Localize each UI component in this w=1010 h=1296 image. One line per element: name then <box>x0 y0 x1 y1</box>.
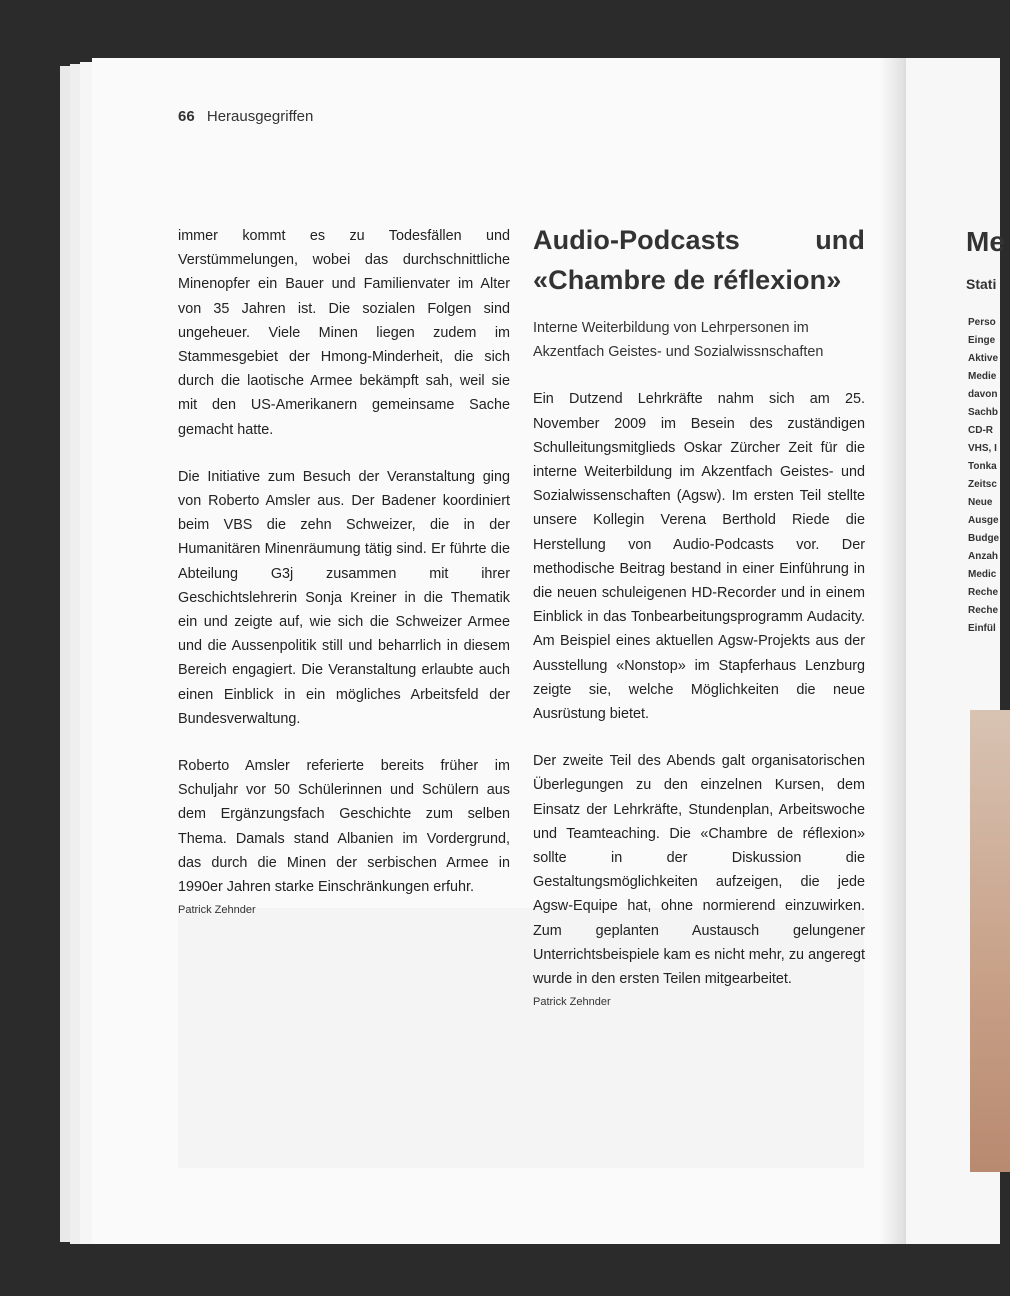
next-page-subtitle: Stati <box>966 276 997 292</box>
next-page-list-item: Ausge <box>968 515 999 526</box>
next-page-list-item: Einfül <box>968 623 996 634</box>
next-page-list-item: CD-R <box>968 425 993 436</box>
next-page-list-item: Aktive <box>968 353 999 364</box>
next-page-list-item: Perso <box>968 317 996 328</box>
next-page-photo <box>970 710 1010 1172</box>
section-title: Herausgegriffen <box>206 108 314 125</box>
running-header <box>178 108 313 125</box>
next-page-list-item: Sachb <box>968 407 999 418</box>
paragraph: immer kommt es zu Todesfällen und Verstümmelungen, wobei das durchschnittliche Minenopfer ein Bauer und Familienvater im Alter von 35 Jahren ist. Die sozialen Folgen sind ungeheuer. Viele Minen liegen zudem im Stammesgebiet der Hmong-Minderheit, die sich durch die laotische Armee bekämpft sah, weil sie mit den US-Amerikanern gemeinsame Sache gemacht hatte. <box>178 228 510 438</box>
next-page-list-item: Einge <box>968 335 996 346</box>
paragraph: Der zweite Teil des Abends galt organisatorischen Überlegungen zu den einzelnen Kursen, dem Einsatz der Lehrkräfte, Stundenplan, Arbeitswoche und Teamteaching. Die «Chambre de réflexion» sollte in der Diskussion die Gestaltungsmöglichkeiten aufzeigen, die jede Agsw-Equipe hat, ohne normierend einzuwirken. Zum geplanten Austausch gelungener Unterrichtsbeispiele kam es nicht mehr, zu angeregt wurde in den ersten Teilen mitgearbeitet. <box>533 753 865 988</box>
paragraph: Ein Dutzend Lehrkräfte nahm sich am 25. November 2009 im Besein des zuständigen Schulleitungsmitglieds Oskar Zürcher Zeit für die interne Weiterbildung im Akzentfach Geistes- und Sozialwissenschaften (Agsw). Im ersten Teil stellte unsere Kollegin Verena Berthold Riede die Herstellung von Audio-Podcasts vor. Der methodische Beitrag bestand in einer Einführung in die neuen schuleigenen HD-Recorder und in einem Einblick in das Tonbearbeitungsprogramm Audacity. Am Beispiel eines aktuellen Agsw-Projekts aus der Ausstellung «Nonstop» im Stapferhaus Lenzburg zeigte sie, welche Möglichkeiten die neue Ausrüstung bietet. <box>533 391 865 723</box>
article-subtitle: Interne Weiterbildung von Lehrpersonen im Akzentfach Geistes- und Sozialwissnschaften <box>533 320 824 361</box>
paragraph: Die Initiative zum Besuch der Veranstaltung ging von Roberto Amsler aus. Der Badener koordiniert beim VBS die zehn Schweizer, die in der Humanitären Minenräumung tätig sind. Er führte die Abteilung G3j zusammen mit ihrer Geschichtslehrerin Sonja Kreiner in die Thematik ein und zeigte auf, wie sich die Schweizer Armee und die Aussenpolitik still und beharrlich in diesem Bereich engagiert. Die Veranstaltung erlaubte auch einen Einblick in ein mögliches Arbeitsfeld der Bundesverwaltung. <box>178 468 510 727</box>
next-page-list-item: Zeitsc <box>968 479 997 490</box>
article-title: Audio-Podcasts und «Chambre de réflexion» <box>533 225 865 295</box>
next-page-list-item: Neue <box>968 497 993 508</box>
paragraph: Roberto Amsler referierte bereits früher im Schuljahr vor 50 Schülerinnen und Schülern aus dem Ergänzungsfach Geschichte zum selben Thema. Damals stand Albanien im Vordergrund, das durch die Minen der serbischen Armee in 1990er Jahren starke Einschränkungen erfuhr. <box>178 758 510 896</box>
next-page-list-item: Medie <box>968 371 997 382</box>
next-page-list-item: VHS, I <box>968 443 997 454</box>
right-page <box>906 58 1005 1244</box>
next-page-list-item: Reche <box>968 605 999 616</box>
author-credit: Patrick Zehnder <box>178 904 256 917</box>
next-page-list-item: Budge <box>968 533 1000 544</box>
page-number: 66 <box>178 108 195 125</box>
left-column <box>178 224 510 942</box>
next-page-list-item: Reche <box>968 587 999 598</box>
next-page-title: Me <box>966 226 1005 257</box>
next-page-list-item: Tonka <box>968 461 997 472</box>
next-page-list-item: Medic <box>968 569 997 580</box>
author-credit: Patrick Zehnder <box>533 996 611 1009</box>
right-column <box>533 220 865 1034</box>
next-page-list-item: Anzah <box>968 551 998 562</box>
next-page-list <box>968 314 999 638</box>
next-page-list-item: davon <box>968 389 998 400</box>
